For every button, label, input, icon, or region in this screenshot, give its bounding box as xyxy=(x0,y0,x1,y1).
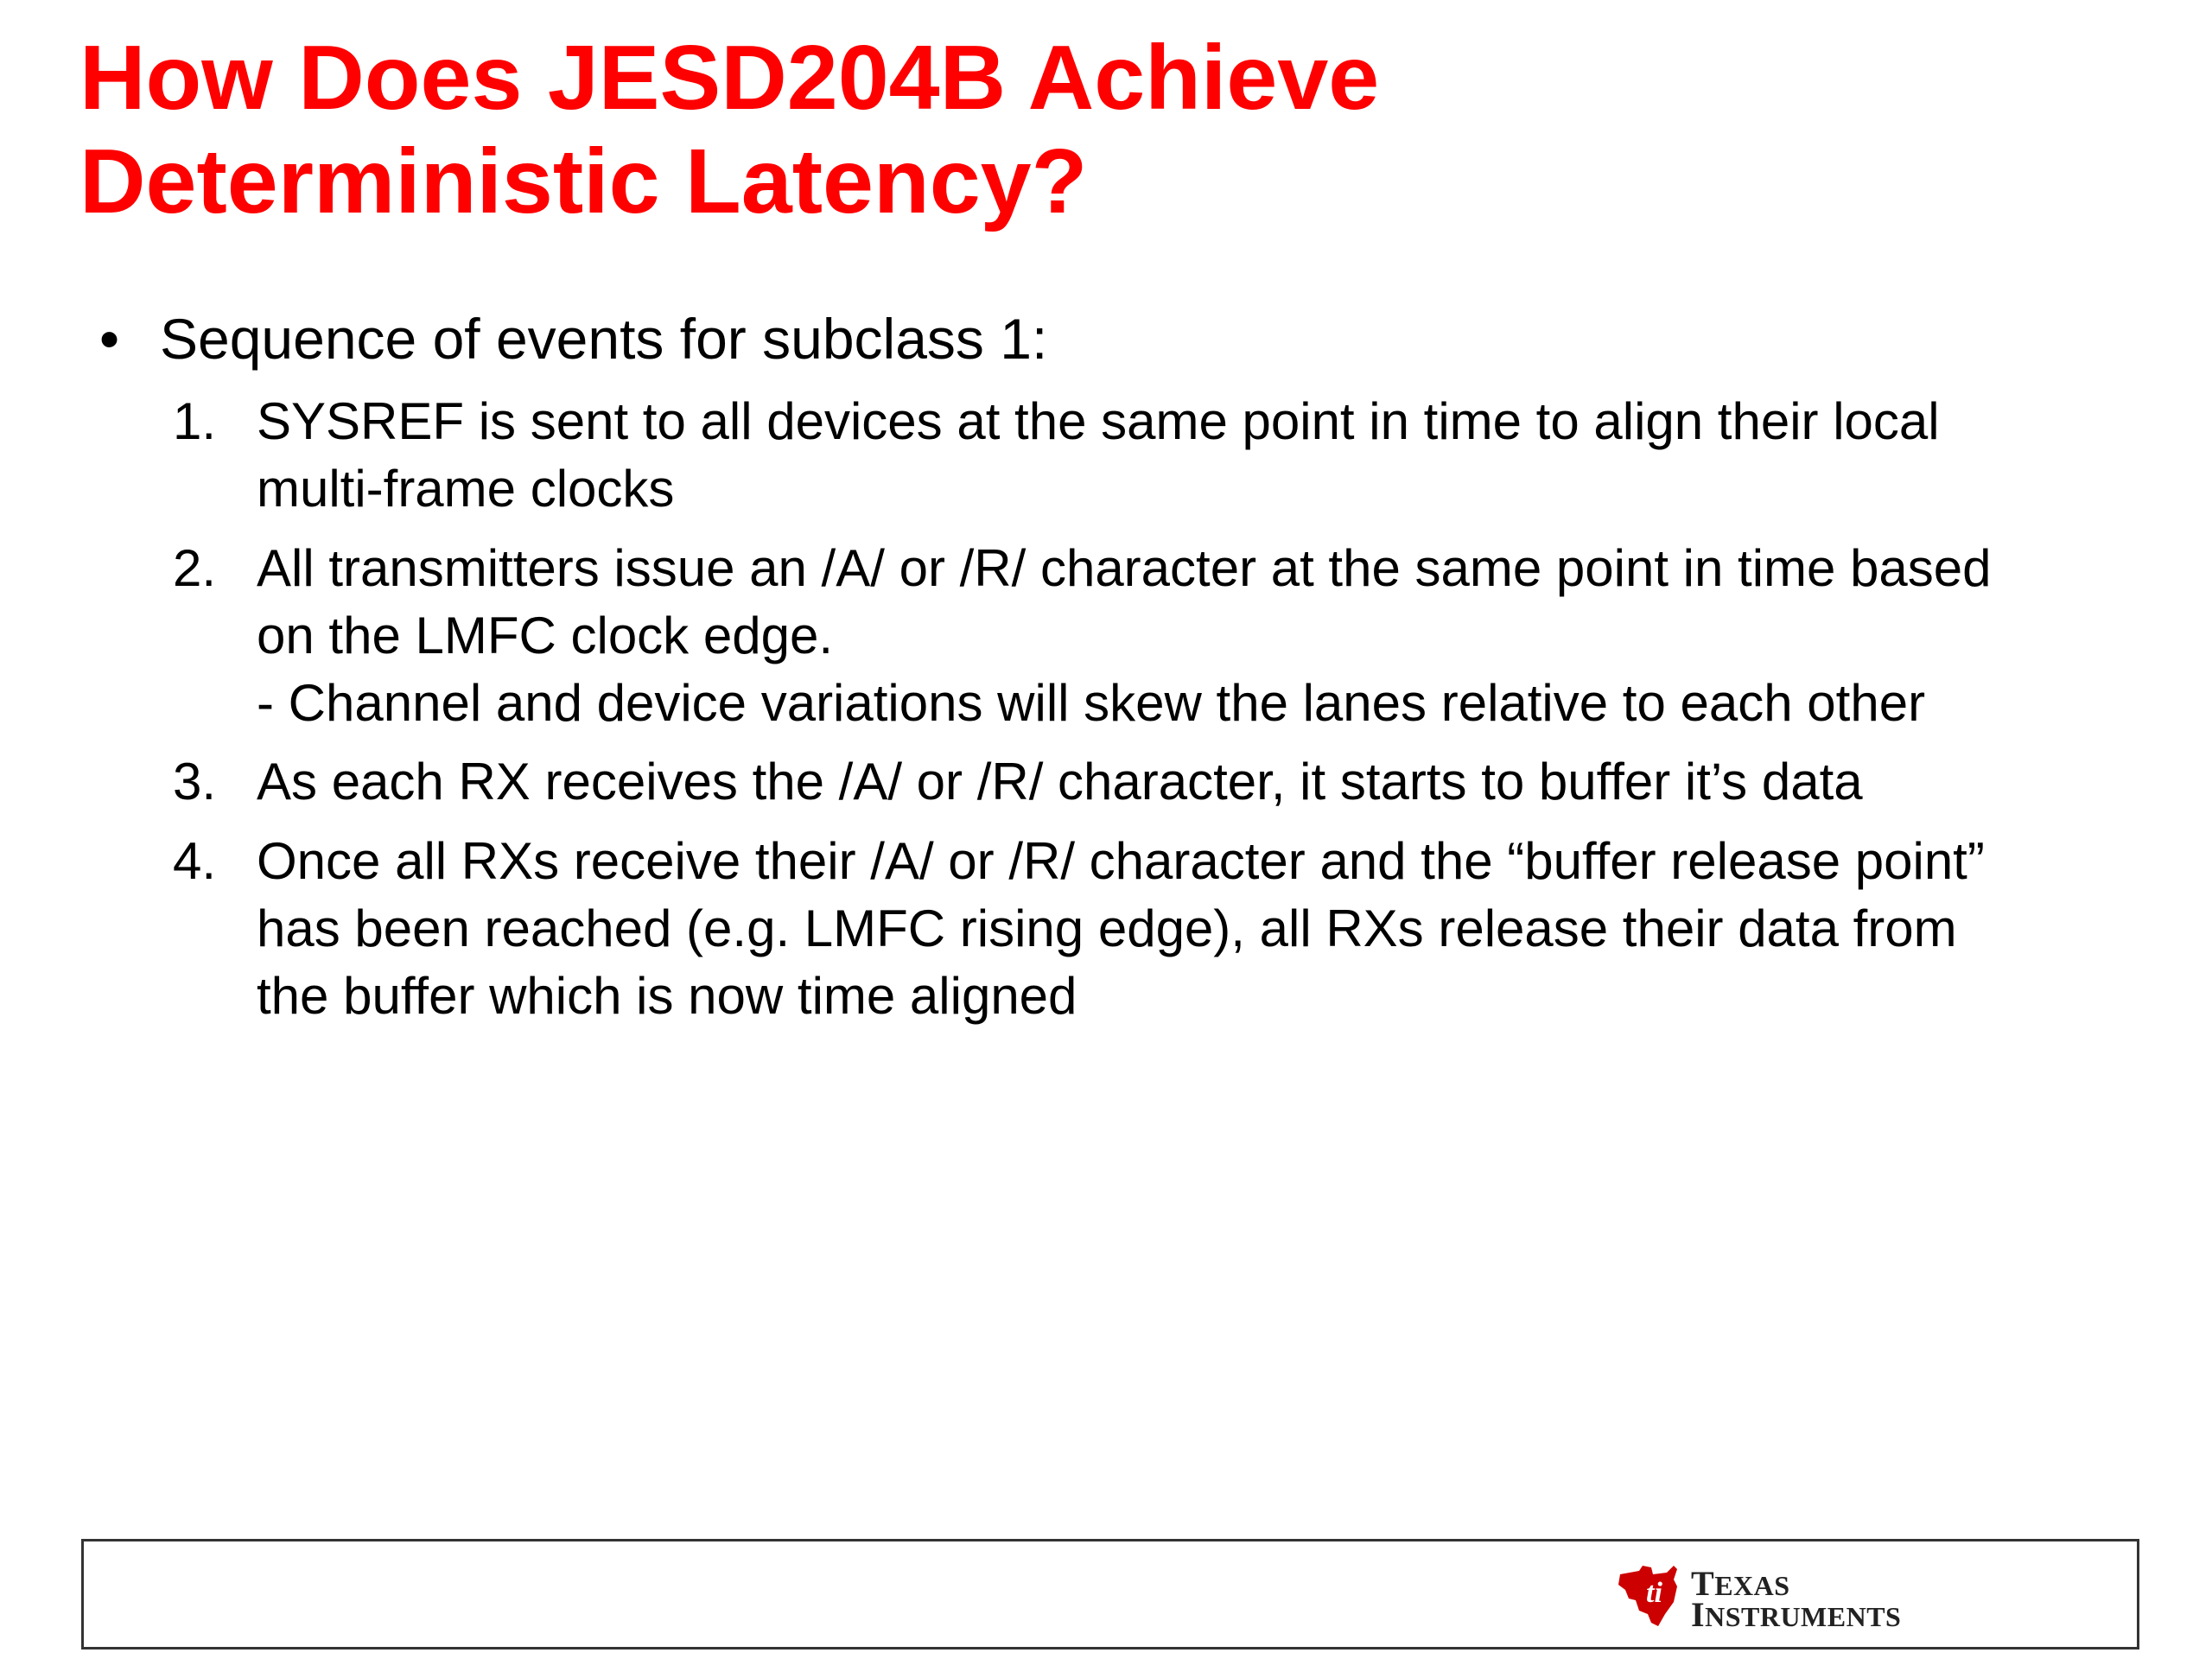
bullet-text: Sequence of events for subclass 1: xyxy=(160,307,1048,371)
step-text-line: - Channel and device variations will skew the lanes relative to each other xyxy=(257,674,1926,732)
svg-text:ti: ti xyxy=(1646,1577,1662,1609)
step-text-line: multi-frame clocks xyxy=(257,460,675,518)
slide-title-line-2: Deterministic Latency? xyxy=(79,130,1088,232)
slide-footer xyxy=(81,1539,2139,1649)
step-number: 2. xyxy=(173,539,217,597)
slide-title xyxy=(79,26,2067,233)
step-text-line: As each RX receives the /A/ or /R/ character, it starts to buffer it’s data xyxy=(257,753,1863,810)
logo-line-1: TEXAS xyxy=(1691,1564,1790,1603)
step-text-line: SYSREF is sent to all devices at the same point in time to align their local xyxy=(257,392,1940,450)
step-text xyxy=(257,535,2140,737)
step-text-line: on the LMFC clock edge. xyxy=(257,607,834,664)
bullet-symbol: • xyxy=(99,307,120,371)
texas-instruments-logo-icon xyxy=(1613,1562,1682,1630)
step-number: 1. xyxy=(173,392,217,450)
logo-wordmark xyxy=(1691,1564,1902,1634)
slide-title-line-1: How Does JESD204B Achieve xyxy=(79,27,1380,129)
step-text xyxy=(257,748,2140,816)
step-text xyxy=(257,388,2140,523)
step-text-line: has been reached (e.g. LMFC rising edge), all RXs release their data from xyxy=(257,899,1957,957)
texas-instruments-logo xyxy=(1613,1562,1959,1634)
step-number: 4. xyxy=(173,832,217,890)
step-text xyxy=(257,828,2140,1030)
step-text-line: Once all RXs receive their /A/ or /R/ character and the “buffer release point” xyxy=(257,832,1985,890)
step-text-line: All transmitters issue an /A/ or /R/ character at the same point in time based xyxy=(257,539,1992,597)
step-number: 3. xyxy=(173,753,217,810)
step-text-line: the buffer which is now time aligned xyxy=(257,967,1077,1025)
logo-line-2: INSTRUMENTS xyxy=(1691,1595,1902,1634)
